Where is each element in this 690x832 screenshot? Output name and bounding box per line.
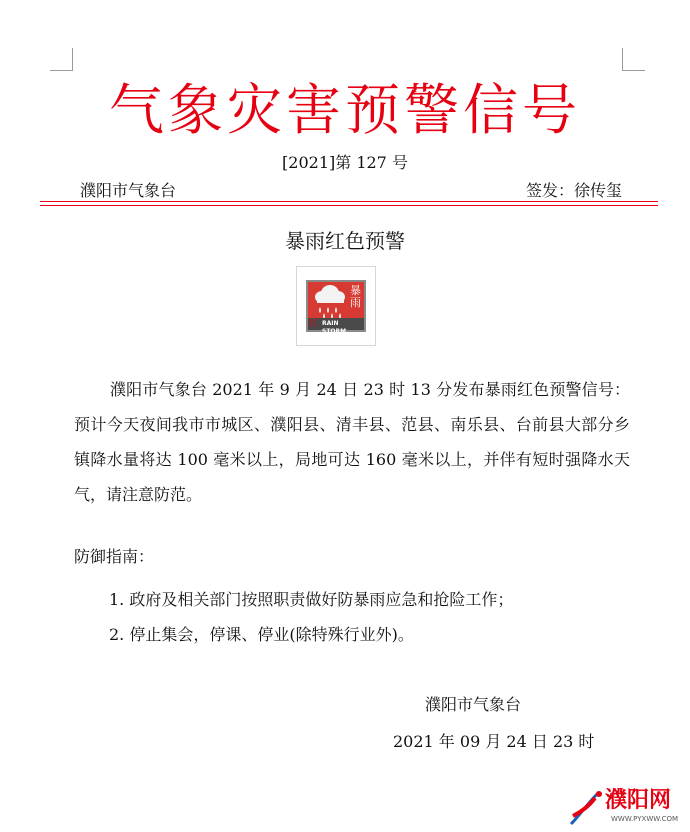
page-corner-mark-right [622, 48, 645, 71]
guide-item-2: 2. 停止集会，停课、停业(除特殊行业外)。 [109, 625, 414, 644]
rainstorm-red-warning-icon [296, 266, 376, 346]
watermark-text: 濮阳网 [605, 788, 672, 813]
icon-level-char: 红 [309, 319, 319, 329]
warning-icon-panel [306, 280, 366, 335]
watermark-logo-icon [565, 786, 607, 830]
site-watermark [565, 786, 687, 830]
signature-datetime: 2021 年 09 月 24 日 23 时 [393, 732, 595, 751]
signature-organization: 濮阳市气象台 [425, 695, 522, 714]
document-number: [2021]第 127 号 [282, 153, 408, 172]
signer-name: 签发：徐传玺 [525, 181, 622, 200]
guide-heading: 防御指南： [74, 547, 155, 566]
header-rule-bottom [40, 205, 658, 206]
icon-label-band [308, 318, 364, 335]
header-rule-top [40, 201, 658, 202]
issuer-name: 濮阳市气象台 [80, 181, 177, 200]
warning-body-paragraph: 濮阳市气象台 2021 年 9 月 24 日 23 时 13 分发布暴雨红色预警信号：预计今天夜间我市市城区、濮阳县、清丰县、范县、南乐县、台前县大部分乡镇降水量将达 100 毫米以上，局地可达 160 毫米以上，并伴有短时强降水天气，请注意防范。 [74, 380, 630, 504]
icon-char-top: 暴 [350, 284, 361, 297]
icon-char-bottom: 雨 [350, 296, 361, 309]
icon-english-label: RAIN STORM [322, 320, 347, 335]
page-corner-mark-left [50, 48, 73, 71]
warning-title: 暴雨红色预警 [285, 229, 405, 253]
document-title: 气象灾害预警信号 [108, 78, 581, 142]
watermark-url: WWW.PYXWW.COM [611, 815, 679, 823]
guide-item-1: 1. 政府及相关部门按照职责做好防暴雨应急和抢险工作； [109, 590, 514, 609]
